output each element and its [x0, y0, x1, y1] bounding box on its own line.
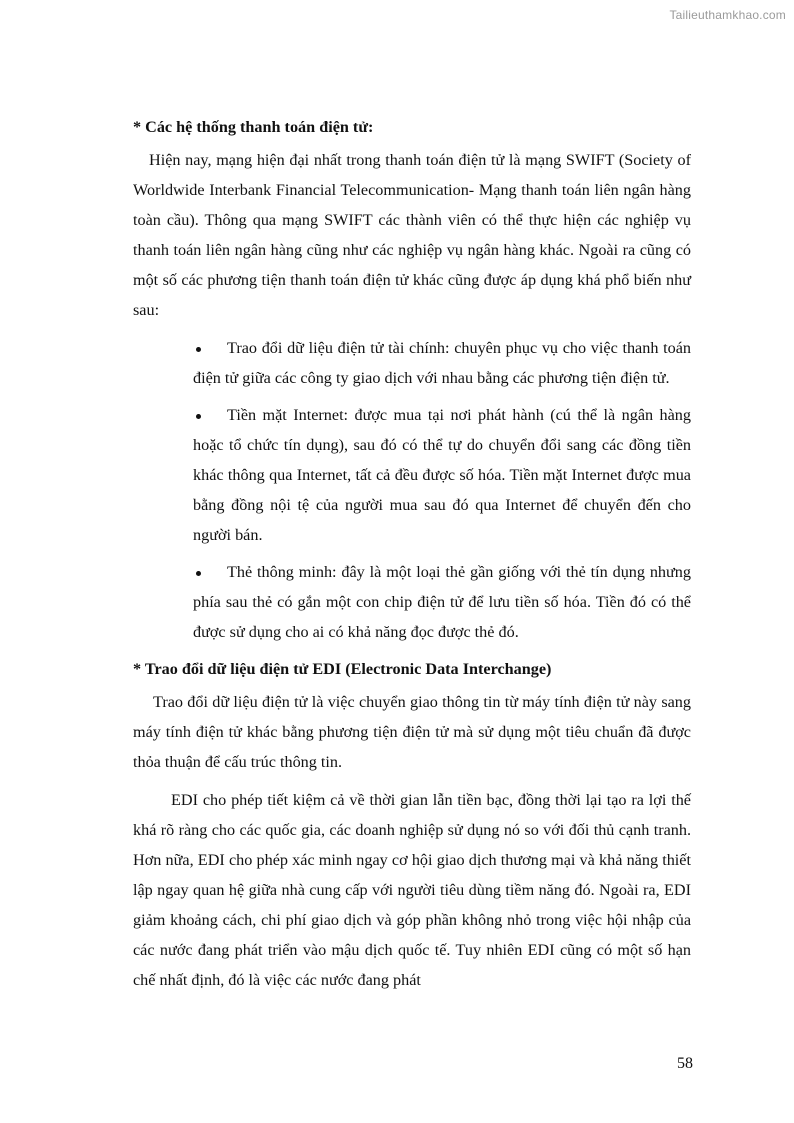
section-heading-payment-systems: * Các hệ thống thanh toán điện tử: [133, 118, 374, 136]
list-item [193, 400, 691, 550]
payment-methods-list [133, 333, 691, 647]
paragraph-edi-benefits: EDI cho phép tiết kiệm cả về thời gian lẫn tiền bạc, đồng thời lại tạo ra lợi thế khá rõ ràng cho các quốc gia, các doanh nghiệp sử dụng nó so với đối thủ cạnh tranh. Hơn nữa, EDI cho phép xác minh ngay cơ hội giao dịch thương mại và khả năng thiết lập ngay quan hệ giữa nhà cung cấp với người tiêu dùng tiềm năng đó. Ngoài ra, EDI giảm khoảng cách, chi phí giao dịch và góp phần không nhỏ trong việc hội nhập của các nước đang phát triển vào mậu dịch quốc tế. Tuy nhiên EDI cũng có một số hạn chế nhất định, đó là việc các nước đang phát [133, 791, 691, 989]
bullet-icon [193, 400, 227, 430]
list-item-text: Trao đổi dữ liệu điện tử tài chính: chuyên phục vụ cho việc thanh toán điện tử giữa các công ty giao dịch với nhau bằng các phương tiện điện tử. [193, 339, 691, 387]
list-item-text: Thẻ thông minh: đây là một loại thẻ gần giống với thẻ tín dụng nhưng phía sau thẻ có gắn một con chip điện tử để lưu tiền số hóa. Tiền đó có thể được sử dụng cho ai có khả năng đọc được thẻ đó. [193, 563, 691, 641]
list-item [193, 557, 691, 647]
page-number: 58 [677, 1055, 693, 1072]
list-item-text: Tiền mặt Internet: được mua tại nơi phát hành (cú thể là ngân hàng hoặc tổ chức tín dụng), sau đó có thể tự do chuyển đổi sang các đồng tiền khác thông qua Internet, tất cả đều được số hóa. Tiền mặt Internet được mua bằng đồng nội tệ của người mua sau đó qua Internet để chuyển đến cho người bán. [193, 406, 691, 544]
paragraph-swift-intro: Hiện nay, mạng hiện đại nhất trong thanh toán điện tử là mạng SWIFT (Society of Worldwide Interbank Financial Telecommunication- Mạng thanh toán liên ngân hàng toàn cầu). Thông qua mạng SWIFT các thành viên có thể thực hiện các nghiệp vụ thanh toán liên ngân hàng cũng như các nghiệp vụ ngân hàng khác. Ngoài ra cũng có một số các phương tiện thanh toán điện tử khác cũng được áp dụng khá phổ biến như sau: [133, 151, 691, 319]
page-content [133, 112, 691, 1003]
paragraph-edi-definition: Trao đổi dữ liệu điện tử là việc chuyển giao thông tin từ máy tính điện tử này sang máy tính điện tử khác bằng phương tiện điện tử mà sử dụng một tiêu chuẩn đã được thỏa thuận để cấu trúc thông tin. [133, 693, 691, 771]
list-item [193, 333, 691, 393]
bullet-icon [193, 557, 227, 587]
bullet-icon [193, 333, 227, 363]
section-heading-edi: * Trao đổi dữ liệu điện tử EDI (Electronic Data Interchange) [133, 660, 552, 678]
watermark: Tailieuthamkhao.com [669, 8, 786, 22]
